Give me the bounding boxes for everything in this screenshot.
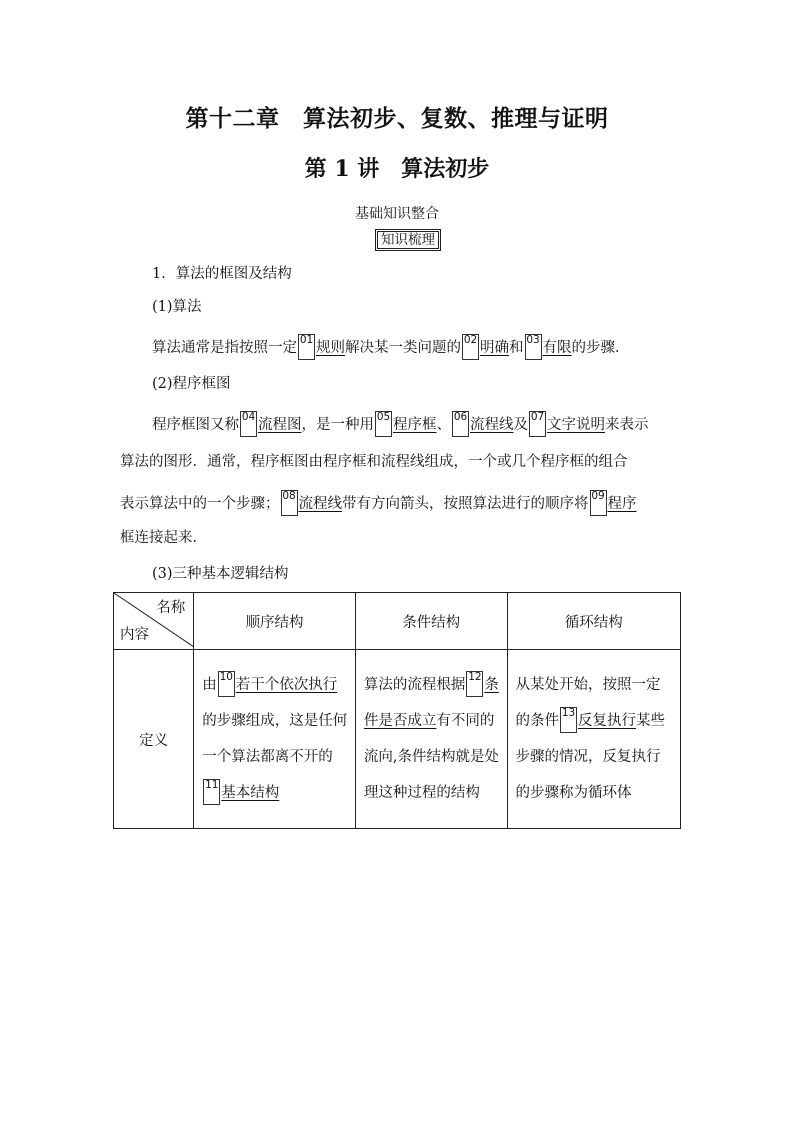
table-header-row: [114, 593, 681, 650]
p1-text-4: 的步骤．: [571, 340, 630, 356]
p2-text-1: 程序框图又称: [152, 417, 239, 433]
header-condition: 条件结构: [355, 593, 507, 650]
answer-02: 明确: [480, 340, 509, 356]
section-title: 基础知识整合: [355, 206, 439, 222]
logic-structures-table: [113, 592, 681, 829]
p1-text-1: 算法通常是指按照一定: [152, 340, 297, 356]
table-row-definition: [114, 650, 681, 829]
p2-text-6: 表示算法中的一个步骤；: [120, 496, 280, 512]
p2-text-3: 、: [436, 417, 451, 433]
answer-06: 流程线: [470, 417, 514, 433]
blank-box-03: 03: [525, 334, 542, 360]
blank-box-11: 11: [203, 779, 220, 805]
p2-text-4: 及: [513, 417, 528, 433]
answer-13: 反复执行: [578, 713, 636, 729]
blank-box-04: 04: [240, 411, 257, 437]
header-sequence: 顺序结构: [194, 593, 356, 650]
lesson-title: 第 1 讲 算法初步: [304, 156, 490, 182]
answer-09: 程序: [607, 496, 637, 512]
paragraph-algorithm: [152, 334, 630, 360]
p1-text-3: 和: [509, 340, 524, 356]
p2-text-2: ，是一种用: [301, 417, 374, 433]
paragraph-flowchart-line1: [152, 411, 649, 437]
blank-box-06: 06: [452, 411, 469, 437]
p2-text-7: 带有方向箭头，按照算法进行的顺序将: [342, 496, 589, 512]
sub2-heading: (2)程序框图: [152, 376, 231, 392]
answer-01: 规则: [316, 340, 345, 356]
blank-box-12: 12: [466, 671, 483, 697]
p2-text-5: 来表示: [605, 417, 649, 433]
blank-box-08: 08: [281, 490, 298, 516]
sub3-heading: (3)三种基本逻辑结构: [152, 566, 289, 582]
paragraph-flowchart-line4: 框连接起来．: [120, 530, 207, 546]
blank-box-05: 05: [375, 411, 392, 437]
sub1-heading: (1)算法: [152, 299, 202, 315]
answer-10: 若干个依次执行: [235, 677, 338, 693]
blank-box-10: 10: [218, 671, 235, 697]
blank-box-01: 01: [298, 334, 315, 360]
answer-11: 基本结构: [221, 785, 280, 801]
cell-condition-definition: 算法的流程根据 12 条件是否成立有不同的流向,条件结构就是处理这种过程的结构: [355, 650, 507, 829]
blank-box-02: 02: [462, 334, 479, 360]
header-loop: 循环结构: [507, 593, 681, 650]
answer-12: 条件是否成立: [363, 677, 499, 729]
corner-label-name: 名称: [156, 600, 186, 616]
table-corner-cell: [114, 593, 194, 650]
answer-03: 有限: [542, 340, 572, 356]
knowledge-box-label: 知识梳理: [377, 231, 439, 249]
answer-05: 程序框: [393, 417, 437, 433]
item1-heading: 1．算法的框图及结构: [152, 266, 292, 282]
answer-04: 流程图: [258, 417, 302, 433]
answer-07: 文字说明: [547, 417, 605, 433]
row-label-definition: 定义: [114, 650, 194, 829]
blank-box-07: 07: [529, 411, 546, 437]
paragraph-flowchart-line2: 算法的图形．通常，程序框图由程序框和流程线组成，一个或几个程序框的组合: [120, 454, 628, 470]
blank-box-13: 13: [560, 707, 577, 733]
cell-loop-definition: 从某处开始，按照一定的条件 13 反复执行某些步骤的情况，反复执行的步骤称为循环体: [507, 650, 681, 829]
blank-box-09: 09: [590, 490, 607, 516]
corner-label-content: 内容: [120, 627, 149, 643]
answer-08: 流程线: [298, 496, 342, 512]
p1-text-2: 解决某一类问题的: [345, 340, 461, 356]
cell-sequence-definition: 由 10 若干个依次执行的步骤组成，这是任何一个算法都离不开的 11 基本结构: [194, 650, 356, 829]
paragraph-flowchart-line3: [120, 490, 637, 516]
chapter-title: 第十二章 算法初步、复数、推理与证明: [185, 105, 609, 132]
